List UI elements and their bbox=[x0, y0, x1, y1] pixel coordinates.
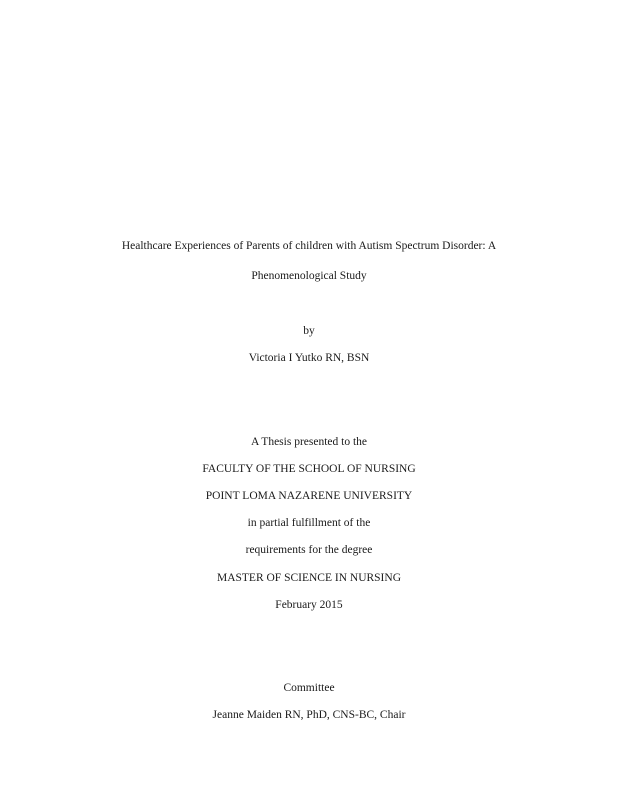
presented-text: A Thesis presented to the bbox=[250, 436, 368, 448]
fulfillment-text: in partial fulfillment of the bbox=[247, 517, 371, 529]
submission-date: February 2015 bbox=[275, 599, 343, 611]
thesis-title-line-1: Healthcare Experiences of Parents of children with Autism Spectrum Disorder: A bbox=[121, 240, 497, 252]
requirements-text: requirements for the degree bbox=[245, 544, 373, 556]
by-label: by bbox=[303, 325, 315, 337]
committee-heading: Committee bbox=[283, 682, 335, 694]
thesis-title-line-2: Phenomenological Study bbox=[251, 270, 367, 282]
university-name: POINT LOMA NAZARENE UNIVERSITY bbox=[205, 490, 413, 502]
faculty-name: FACULTY OF THE SCHOOL OF NURSING bbox=[202, 463, 416, 475]
degree-name: MASTER OF SCIENCE IN NURSING bbox=[216, 572, 402, 584]
author-name: Victoria I Yutko RN, BSN bbox=[248, 352, 370, 364]
committee-chair: Jeanne Maiden RN, PhD, CNS-BC, Chair bbox=[212, 709, 406, 721]
